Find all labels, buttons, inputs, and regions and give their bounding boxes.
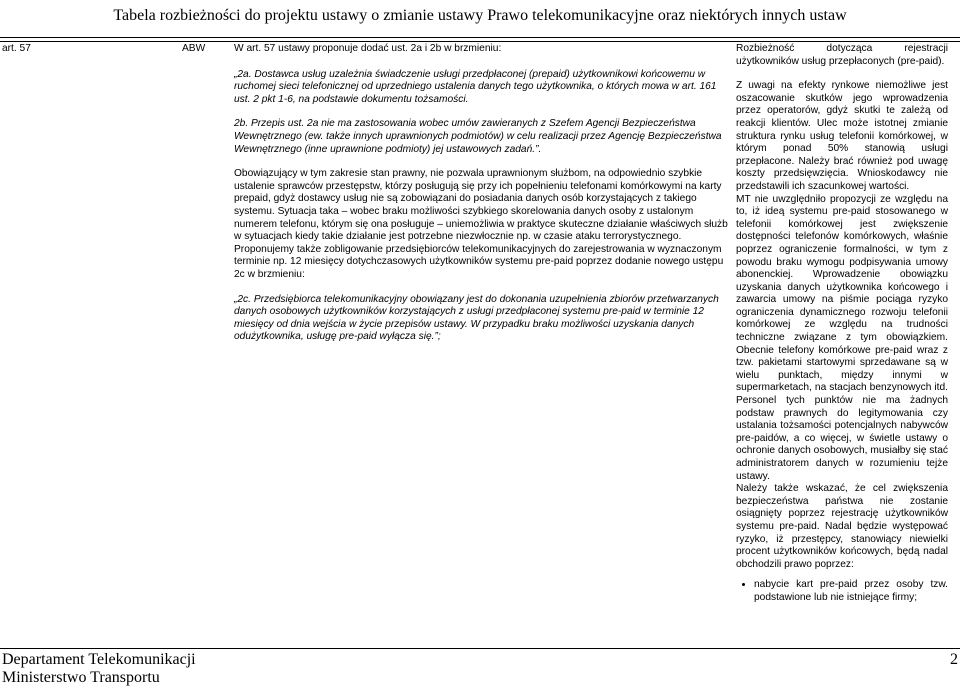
proposal-justification: Obowiązujący w tym zakresie stan prawny, nie pozwala uprawnionym służbom, na odpowiednio szybkie ustalenie sprawców przestępstw, którzy posługują się przy ich popełnieniu telefonami komórkowymi na karty prepaid, gdyż dostawcy usług nie są zobowiązani do posiadania danych osób korzystających z takiego systemu. Sytuacja taka – wobec braku możliwości szybkiego skorelowania danych osoby z ustalonym numerem telefonu, którym się ona posługuje – uniemożliwia w praktyce skuteczne działanie właściwych służb w sytuacjach kiedy takie działanie jest potrzebne niezwłocznie np. w czasie ataku terrorystycznego.	[234, 168, 728, 243]
table-top-border	[0, 41, 960, 42]
article-cell: art. 57	[2, 43, 31, 54]
proposal-para-2a: „2a. Dostawca usług uzależnia świadczenie usługi przedpłaconej (prepaid) użytkownikowi końcowemu w ruchomej sieci telefonicznej od uprzedniego ustalenia danych tego użytkownika, o których mowa w art. 161 ust. 2 pkt 1-6, na podstawie dokumentu tożsamości.	[234, 68, 717, 105]
position-rejection: MT nie uwzględniło propozycji ze względu na to, iż ideą systemu pre-paid stosowanego w telefonii komórkowej jest zwiększenie dostępności telefonów komórkowych, właśnie poprzez ograniczenie formalności, w tym z powodu braku wymogu podpisywania umowy abonenckiej. Wprowadzenie obowiązku uzyskania danych użytkownika końcowego i zawarcia umowy na piśmie pociąga ryzyko ograniczenia dynamicznego rozwoju telefonii komórkowej ze względu na trudności techniczne związane z tym obowiązkiem. Obecnie telefony komórkowe pre-paid wraz z tzw. pakietami startowymi sprzedawane są w wielu punktach, między innymi w supermarketach, na stacjach benzynowych itd. Personel tych punktów nie ma żadnych podstaw prawnych do legitymowania czy ustalania tożsamości potencjalnych nabywców pre-paidów, a co więcej, w świetle ustawy o ochronie danych osobowych, musiałby się stać administratorem danych w rozumieniu tejże ustawy.	[736, 193, 948, 482]
position-security: Należy także wskazać, że cel zwiększenia bezpieczeństwa państwa nie zostanie osiągnięty poprzez rejestrację użytkowników systemu pre-paid. Nadal będzie występować ryzyko, iż przestępcy, stanowiący niewielki procent użytkowników końcowych, będą nadal obchodzili prawo poprzez:	[736, 483, 948, 570]
proposal-para-2c: „2c. Przedsiębiorca telekomunikacyjny obowiązany jest do dokonania uzupełnienia zbiorów przetwarzanych danych osobowych użytkowników korzystających z usługi przedpłaconej systemu pre-paid w terminie 12 miesięcy od dnia wejścia w życie przepisów ustawy. W przypadku braku możliwości uzyskania danych odużytkownika, usługę pre-paid wyłącza się.”;	[234, 293, 719, 343]
position-bullet-list	[736, 579, 948, 604]
position-cell	[736, 43, 948, 605]
proposal-para-2b: 2b. Przepis ust. 2a nie ma zastosowania wobec umów zawieranych z Szefem Agencji Bezpieczeństwa Wewnętrznego (ew. także innych uprawnionych podmiotów) w celu realizacji przez Agencję Bezpieczeństwa Wewnętrznego (inne uprawnione podmioty) jej ustawowych zadań.”.	[234, 118, 722, 155]
organization-cell: ABW	[182, 43, 206, 54]
footer-ministry: Ministerstwo Transportu	[2, 669, 160, 686]
list-item: • nabycie kart pre-paid przez osoby tzw. podstawione lub nie istniejące firmy;	[754, 579, 948, 604]
position-market-effects: Z uwagi na efekty rynkowe niemożliwe jest oszacowanie skutków jego wprowadzenia przez operatorów, gdyż skutki te zależą od reakcji klientów. Ulec może istotnej zmianie struktura rynku usług telefonii komórkowej, w którym ponad 50% stanowią usługi przepłacone. Należy brać również pod uwagę koszty przedsięwzięcia. Wnioskodawcy nie przedstawili ich szacunkowej wartości.	[736, 80, 948, 192]
page-number: 2	[950, 651, 958, 668]
footer-rule	[0, 648, 960, 649]
proposal-extension: Proponujemy także zobligowanie przedsiębiorców telekomunikacyjnych do zarejestrowania w wyznaczonym terminie np. 12 miesięcy dotychczasowych użytkowników systemu pre-paid poprzez dodanie nowego ustępu 2c w brzmieniu:	[234, 243, 724, 280]
footer-left	[2, 651, 196, 687]
document-title: Tabela rozbieżności do projektu ustawy o zmianie ustawy Prawo telekomunikacyjne oraz niektórych innych ustaw	[113, 7, 847, 24]
proposal-intro: W art. 57 ustawy proponuje dodać ust. 2a i 2b w brzmieniu:	[234, 43, 502, 54]
position-summary: Rozbieżność dotycząca rejestracji użytkowników usług przepłaconych (pre-paid).	[736, 43, 948, 67]
footer-department: Departament Telekomunikacji	[2, 651, 196, 668]
proposal-cell	[234, 43, 732, 344]
header-rule	[0, 37, 960, 38]
